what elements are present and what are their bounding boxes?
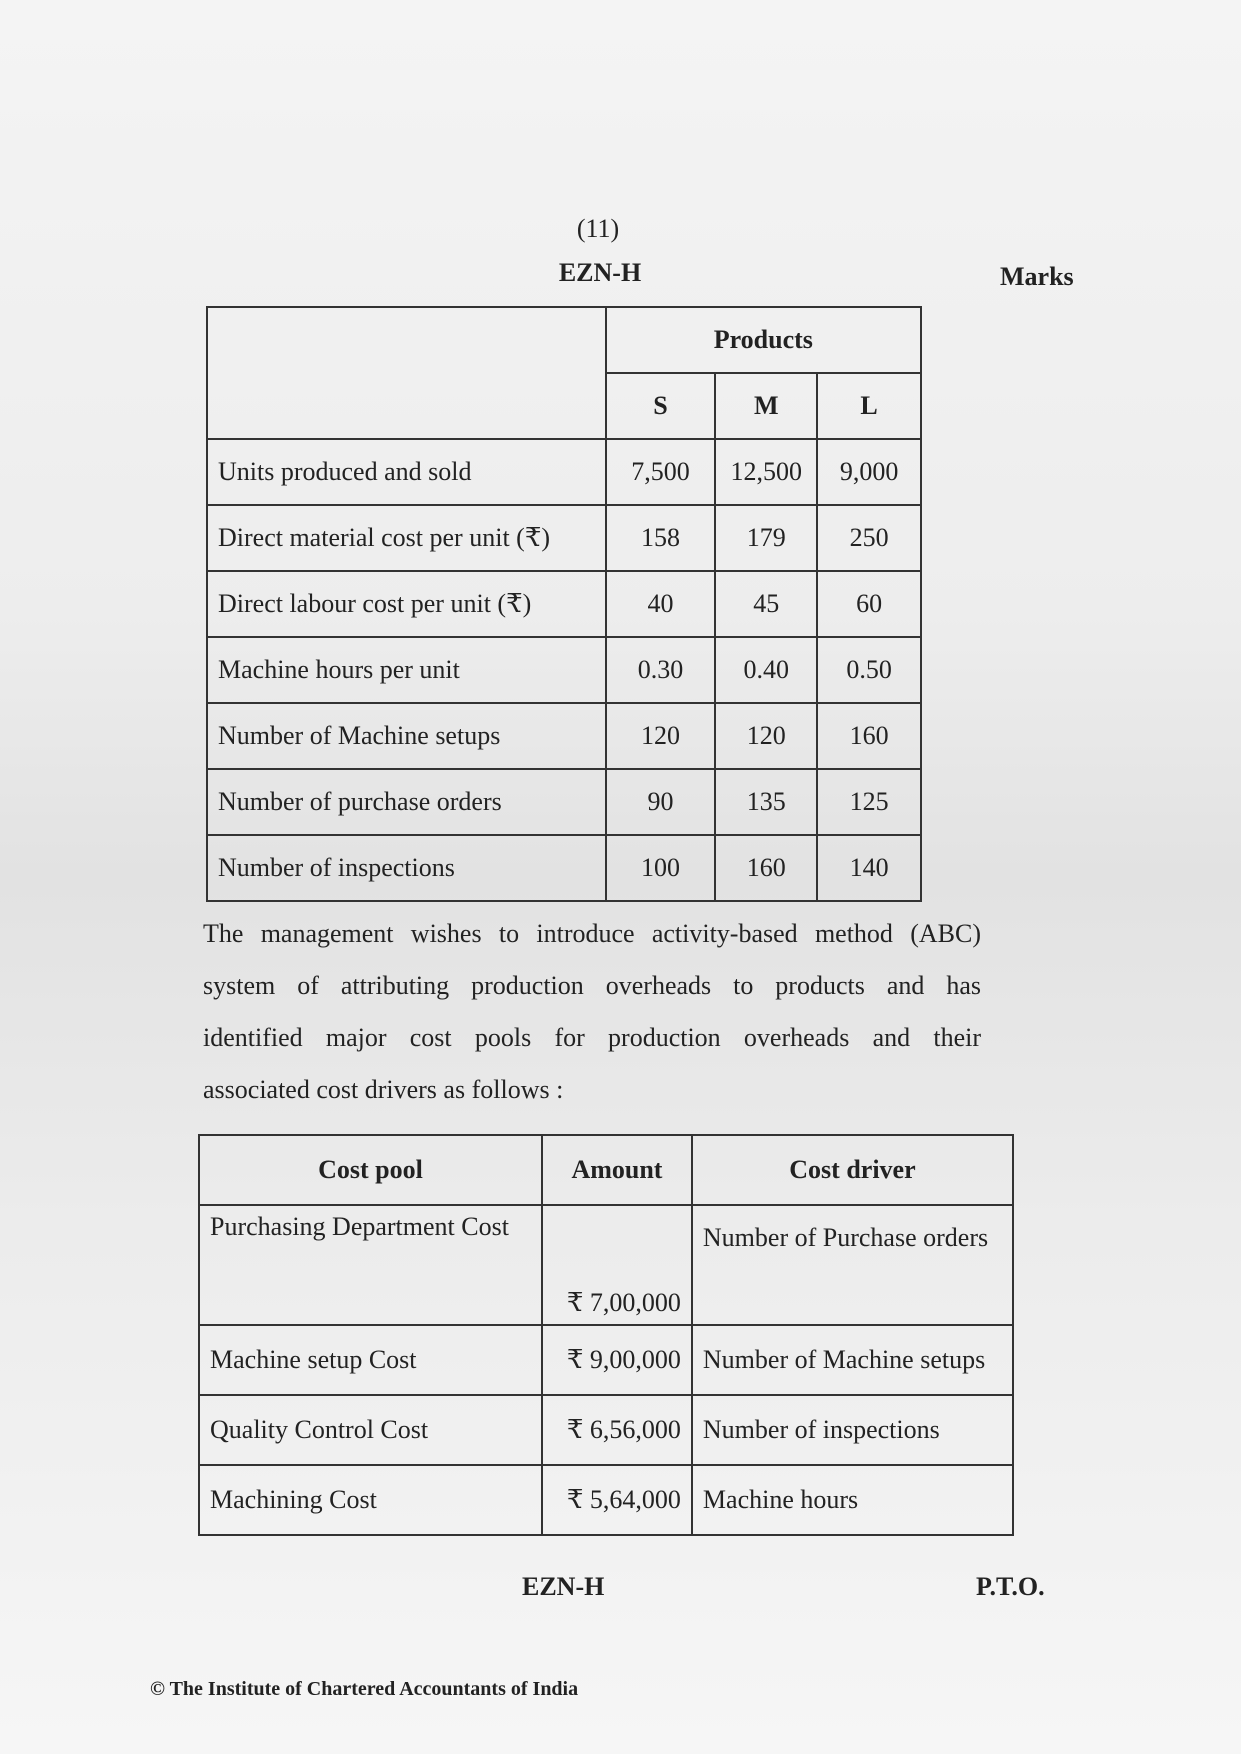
abc-paragraph [203, 908, 981, 1116]
header-amount: Amount [542, 1135, 692, 1205]
paragraph-line: system of attributing production overheads to products and has [203, 971, 981, 1000]
cell-value: 0.50 [817, 637, 921, 703]
cost-pool-cell: Purchasing Department Cost [199, 1205, 542, 1325]
table-row [207, 835, 921, 901]
table-row [207, 703, 921, 769]
products-group-header: Products [606, 307, 921, 373]
cost-pool-table [198, 1134, 1014, 1536]
cost-pool-cell: Quality Control Cost [199, 1395, 542, 1465]
table-row [207, 637, 921, 703]
paragraph-line: identified major cost pools for production overheads and their [203, 1023, 981, 1052]
cost-pool-cell: Machining Cost [199, 1465, 542, 1535]
paper-code: EZN-H [558, 258, 642, 287]
cost-driver-cell: Number of Purchase orders [692, 1205, 1013, 1325]
table-row [207, 571, 921, 637]
row-label: Direct labour cost per unit (₹) [207, 571, 606, 637]
table-row [207, 505, 921, 571]
cost-driver-cell: Number of inspections [692, 1395, 1013, 1465]
row-label: Machine hours per unit [207, 637, 606, 703]
cell-value: 12,500 [715, 439, 817, 505]
table-row [199, 1395, 1013, 1465]
pto-label: P.T.O. [976, 1572, 1045, 1601]
copyright-notice: © The Institute of Chartered Accountants of India [150, 1678, 579, 1700]
cell-value: 9,000 [817, 439, 921, 505]
cell-value: 0.40 [715, 637, 817, 703]
cell-value: 250 [817, 505, 921, 571]
cell-value: 40 [606, 571, 716, 637]
cell-value: 45 [715, 571, 817, 637]
cell-value: 160 [715, 835, 817, 901]
paragraph-line: associated cost drivers as follows : [203, 1075, 564, 1104]
cell-value: 140 [817, 835, 921, 901]
cell-value: 179 [715, 505, 817, 571]
column-header-m: M [715, 373, 817, 439]
cell-value: 7,500 [606, 439, 716, 505]
amount-cell: ₹ 9,00,000 [542, 1325, 692, 1395]
table-row [207, 439, 921, 505]
row-label: Direct material cost per unit (₹) [207, 505, 606, 571]
row-label: Number of purchase orders [207, 769, 606, 835]
cell-value: 120 [715, 703, 817, 769]
cell-value: 135 [715, 769, 817, 835]
cell-value: 160 [817, 703, 921, 769]
cell-value: 100 [606, 835, 716, 901]
marks-label: Marks [1000, 262, 1074, 291]
cell-value: 60 [817, 571, 921, 637]
products-table [206, 306, 922, 902]
header-cost-driver: Cost driver [692, 1135, 1013, 1205]
footer-paper-code: EZN-H [522, 1572, 605, 1601]
row-label: Number of Machine setups [207, 703, 606, 769]
table-row [199, 1205, 1013, 1325]
cell-value: 125 [817, 769, 921, 835]
table-row [199, 1465, 1013, 1535]
table-corner-cell [207, 307, 606, 439]
table-row [199, 1325, 1013, 1395]
cost-driver-cell: Number of Machine setups [692, 1325, 1013, 1395]
amount-cell: ₹ 5,64,000 [542, 1465, 692, 1535]
amount-cell: ₹ 6,56,000 [542, 1395, 692, 1465]
paragraph-line: The management wishes to introduce activity-based method (ABC) [203, 919, 981, 948]
row-label: Units produced and sold [207, 439, 606, 505]
cell-value: 120 [606, 703, 716, 769]
column-header-l: L [817, 373, 921, 439]
amount-cell: ₹ 7,00,000 [542, 1205, 692, 1325]
table-row [207, 769, 921, 835]
page-number: (11) [576, 214, 620, 243]
column-header-s: S [606, 373, 716, 439]
cost-driver-cell: Machine hours [692, 1465, 1013, 1535]
cell-value: 0.30 [606, 637, 716, 703]
row-label: Number of inspections [207, 835, 606, 901]
cell-value: 90 [606, 769, 716, 835]
cell-value: 158 [606, 505, 716, 571]
header-cost-pool: Cost pool [199, 1135, 542, 1205]
cost-pool-cell: Machine setup Cost [199, 1325, 542, 1395]
